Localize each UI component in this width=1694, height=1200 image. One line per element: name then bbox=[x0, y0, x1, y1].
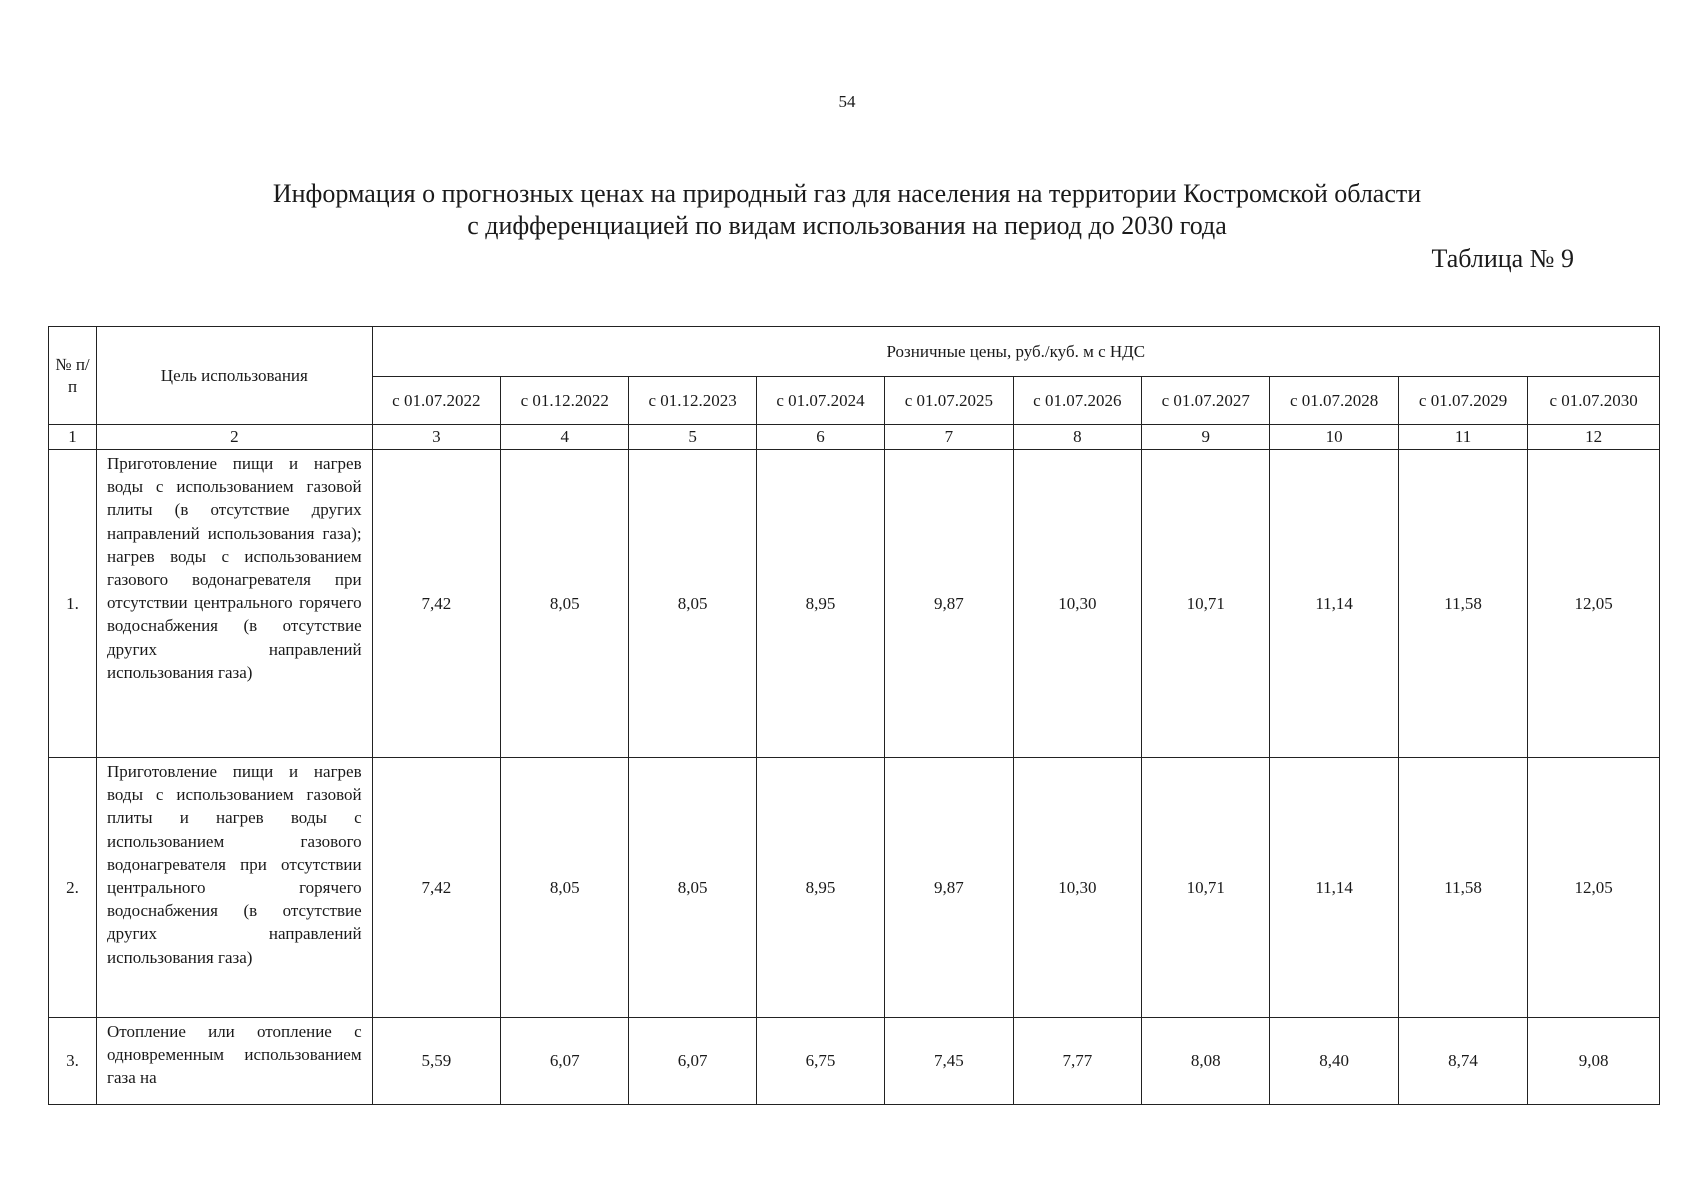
price-cell: 6,07 bbox=[501, 1018, 629, 1105]
price-cell: 8,08 bbox=[1142, 1018, 1270, 1105]
price-cell: 8,05 bbox=[501, 450, 629, 758]
column-number: 3 bbox=[372, 425, 500, 450]
table-row bbox=[49, 758, 1660, 1018]
date-header: с 01.07.2029 bbox=[1398, 377, 1527, 425]
table-number: Таблица № 9 bbox=[1431, 244, 1574, 273]
price-cell: 7,77 bbox=[1013, 1018, 1141, 1105]
price-cell: 8,05 bbox=[629, 450, 756, 758]
header-prices: Розничные цены, руб./куб. м с НДС bbox=[372, 327, 1659, 377]
price-cell: 10,71 bbox=[1142, 758, 1270, 1018]
date-header: с 01.07.2028 bbox=[1270, 377, 1398, 425]
column-number: 4 bbox=[501, 425, 629, 450]
column-number: 10 bbox=[1270, 425, 1398, 450]
table-row bbox=[49, 450, 1660, 758]
price-cell: 5,59 bbox=[372, 1018, 500, 1105]
price-cell: 8,74 bbox=[1398, 1018, 1527, 1105]
price-cell: 7,42 bbox=[372, 758, 500, 1018]
date-header: с 01.07.2026 bbox=[1013, 377, 1141, 425]
row-purpose: Отопление или отопление с одновременным использованием газа на bbox=[97, 1018, 373, 1105]
column-number-row bbox=[49, 425, 1660, 450]
price-cell: 8,05 bbox=[629, 758, 756, 1018]
price-cell: 11,58 bbox=[1398, 758, 1527, 1018]
price-cell: 11,14 bbox=[1270, 450, 1398, 758]
row-number: 2. bbox=[49, 758, 97, 1018]
price-cell: 9,87 bbox=[885, 758, 1013, 1018]
price-cell: 11,58 bbox=[1398, 450, 1527, 758]
prices-table bbox=[48, 326, 1660, 1105]
column-number: 6 bbox=[756, 425, 884, 450]
document-title bbox=[0, 178, 1694, 242]
date-header: с 01.12.2022 bbox=[501, 377, 629, 425]
date-header: с 01.07.2030 bbox=[1528, 377, 1660, 425]
price-cell: 12,05 bbox=[1528, 450, 1660, 758]
column-number: 7 bbox=[885, 425, 1013, 450]
date-header: с 01.07.2024 bbox=[756, 377, 884, 425]
price-cell: 10,30 bbox=[1013, 450, 1141, 758]
page-number: 54 bbox=[838, 92, 856, 111]
table-row bbox=[49, 1018, 1660, 1105]
price-cell: 6,75 bbox=[756, 1018, 884, 1105]
price-cell: 8,95 bbox=[756, 758, 884, 1018]
price-cell: 8,95 bbox=[756, 450, 884, 758]
price-cell: 8,05 bbox=[501, 758, 629, 1018]
row-purpose: Приготовление пищи и нагрев воды с использованием газовой плиты и нагрев воды с использованием газового водонагревателя при отсутствии центрального горячего водоснабжения (в отсутствие других направлений использования газа) bbox=[97, 758, 373, 1018]
date-header: с 01.12.2023 bbox=[629, 377, 756, 425]
row-purpose: Приготовление пищи и нагрев воды с использованием газовой плиты (в отсутствие других направлений использования газа); нагрев воды с использованием газового водонагревателя при отсутствии центрального горячего водоснабжения (в отсутствие других направлений использования газа) bbox=[97, 450, 373, 758]
header-purpose: Цель использования bbox=[97, 327, 373, 425]
price-cell: 10,30 bbox=[1013, 758, 1141, 1018]
date-header: с 01.07.2027 bbox=[1142, 377, 1270, 425]
column-number: 12 bbox=[1528, 425, 1660, 450]
price-cell: 7,45 bbox=[885, 1018, 1013, 1105]
row-number: 1. bbox=[49, 450, 97, 758]
date-header: с 01.07.2025 bbox=[885, 377, 1013, 425]
column-number: 2 bbox=[97, 425, 373, 450]
title-line-2: с дифференциацией по видам использования на период до 2030 года bbox=[467, 211, 1227, 240]
header-number: № п/п bbox=[49, 327, 97, 425]
column-number: 1 bbox=[49, 425, 97, 450]
price-cell: 11,14 bbox=[1270, 758, 1398, 1018]
price-cell: 9,08 bbox=[1528, 1018, 1660, 1105]
price-cell: 7,42 bbox=[372, 450, 500, 758]
column-number: 9 bbox=[1142, 425, 1270, 450]
price-cell: 12,05 bbox=[1528, 758, 1660, 1018]
price-cell: 9,87 bbox=[885, 450, 1013, 758]
date-header: с 01.07.2022 bbox=[372, 377, 500, 425]
price-cell: 10,71 bbox=[1142, 450, 1270, 758]
header-row bbox=[49, 327, 1660, 377]
price-cell: 6,07 bbox=[629, 1018, 756, 1105]
row-number: 3. bbox=[49, 1018, 97, 1105]
title-line-1: Информация о прогнозных ценах на природный газ для населения на территории Костромской области bbox=[272, 179, 1422, 208]
column-number: 8 bbox=[1013, 425, 1141, 450]
column-number: 11 bbox=[1398, 425, 1527, 450]
column-number: 5 bbox=[629, 425, 756, 450]
price-cell: 8,40 bbox=[1270, 1018, 1398, 1105]
